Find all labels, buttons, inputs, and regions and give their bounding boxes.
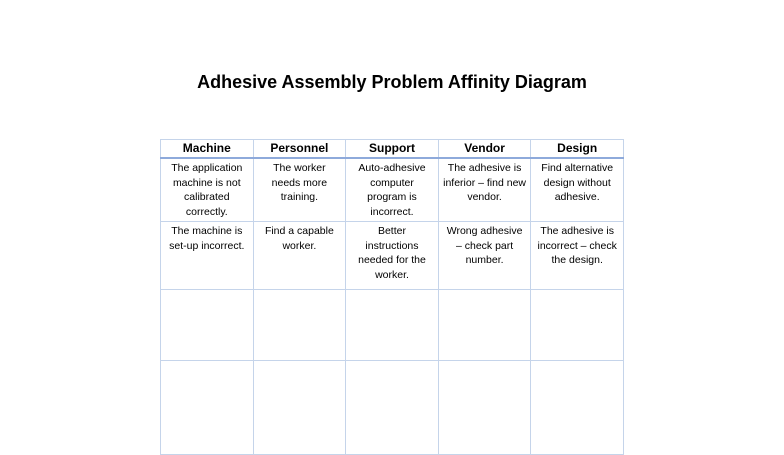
table-cell <box>346 361 439 455</box>
header-vendor: Vendor <box>438 140 531 159</box>
table-cell <box>253 361 346 455</box>
table-cell: The worker needs more training. <box>253 158 346 222</box>
header-row <box>161 140 624 159</box>
table-cell: The machine is set-up incorrect. <box>161 222 254 290</box>
table-row <box>161 158 624 222</box>
table-cell <box>438 361 531 455</box>
header-machine: Machine <box>161 140 254 159</box>
table-cell <box>346 290 439 361</box>
table-cell: Auto-adhesive computer program is incorrect. <box>346 158 439 222</box>
table-cell: The adhesive is inferior – find new vendor. <box>438 158 531 222</box>
table-cell <box>531 361 624 455</box>
affinity-table <box>160 139 624 455</box>
table-cell <box>253 290 346 361</box>
header-personnel: Personnel <box>253 140 346 159</box>
table-cell <box>161 361 254 455</box>
table-cell: Find alternative design without adhesive. <box>531 158 624 222</box>
table-cell: Find a capable worker. <box>253 222 346 290</box>
header-design: Design <box>531 140 624 159</box>
table-cell <box>531 290 624 361</box>
table-row <box>161 361 624 455</box>
table-cell: Wrong adhesive – check part number. <box>438 222 531 290</box>
table-cell <box>161 290 254 361</box>
table-row <box>161 290 624 361</box>
header-support: Support <box>346 140 439 159</box>
table-row <box>161 222 624 290</box>
table-cell: The application machine is not calibrated correctly. <box>161 158 254 222</box>
table-cell: Better instructions needed for the worker. <box>346 222 439 290</box>
table-cell <box>438 290 531 361</box>
diagram-title: Adhesive Assembly Problem Affinity Diagram <box>197 72 587 92</box>
table-cell: The adhesive is incorrect – check the design. <box>531 222 624 290</box>
